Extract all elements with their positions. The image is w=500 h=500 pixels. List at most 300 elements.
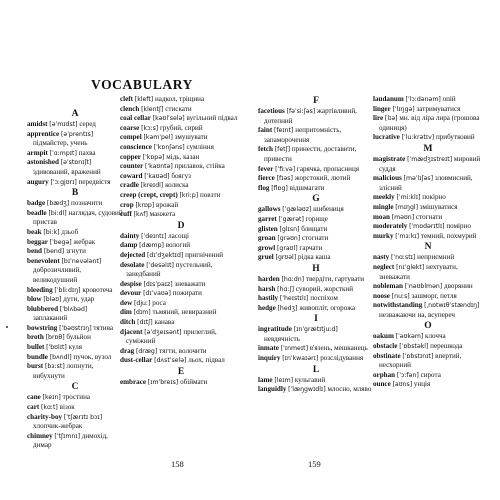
dictionary-entry (27, 209, 123, 228)
headword: broth (27, 333, 44, 342)
section-letter: I (314, 314, 318, 325)
headword: chimney (27, 431, 53, 440)
dictionary-entry (258, 174, 374, 184)
headword: ingratitude (258, 325, 292, 334)
translation: прилеглий, суміжний (126, 327, 217, 346)
dictionary-entry (120, 201, 242, 211)
translation: прибутковий (435, 133, 475, 142)
transcription: [kɔːs] (141, 124, 159, 132)
headword: bundle (27, 352, 48, 361)
headword: moderately (373, 222, 408, 231)
transcription: [ɪnˈgrætɪtjuːd] (293, 326, 338, 334)
translation: млосно, мляво (327, 385, 372, 394)
transcription: [ˈlæŋgwɪdlɪ] (288, 386, 326, 394)
translation: манжета (149, 210, 176, 219)
headword: creep (crept, crept) (120, 190, 178, 199)
transcription: [biːk] (43, 228, 60, 236)
translation: унція (413, 380, 431, 389)
dictionary-entry (27, 130, 123, 149)
transcription: [glɪsn] (279, 225, 300, 233)
translation: серед (79, 120, 96, 128)
dictionary-entry (373, 203, 483, 213)
section-letter: A (71, 109, 79, 119)
dictionary-entry (27, 432, 123, 451)
headword: dust-cellar (120, 356, 153, 365)
transcription: [ˈɒbstəkl] (399, 343, 429, 351)
headword: apprentice (27, 129, 60, 138)
dictionary-entry (120, 289, 242, 299)
translation: тьмяний, невиразний (152, 308, 217, 317)
translation: мн. від ліра лира (грошова одиниця) (379, 114, 480, 132)
translation: зловмисний, злісний (379, 174, 473, 192)
translation: кульгавий (294, 375, 326, 384)
dictionary-entry (120, 181, 242, 191)
dictionary-entry (120, 114, 242, 124)
translation: пригнічений (185, 250, 224, 259)
headword: oakum (373, 332, 394, 341)
dictionary-entry (120, 308, 242, 318)
transcription: [djuː] (134, 299, 151, 307)
dictionary-entry (258, 205, 374, 215)
translation: тягти, волочити (159, 346, 207, 355)
transcription: [fetʃ] (274, 146, 291, 154)
headword: coal cellar (120, 114, 151, 123)
translation: куля (68, 343, 83, 352)
translation: стогнати (302, 234, 329, 243)
dictionary-entry (258, 126, 374, 145)
headword: facetious (258, 107, 285, 115)
transcription: [əˈstɒnɪʃt] (60, 159, 92, 167)
headword: dejected (120, 250, 146, 259)
transcription: [ˈkaʊəd] (144, 172, 170, 180)
transcription: [ˈluːkrətɪv] (401, 134, 435, 142)
page-number-left: 158 (171, 459, 184, 469)
translation: тростина (62, 393, 91, 402)
dictionary-entry (258, 385, 374, 395)
transcription: [ˈmɜːkɪ] (395, 232, 420, 240)
headword: lucrative (373, 133, 400, 142)
headword: crop (120, 200, 134, 209)
transcription: [bləʊ] (43, 296, 62, 304)
transcription: [kəmˈpel] (143, 134, 173, 142)
headword: coarse (120, 123, 140, 132)
transcription: [ˈblʌbəd] (59, 305, 88, 313)
transcription: [grʊəl] (275, 254, 297, 262)
headword: mingle (373, 202, 394, 211)
dictionary-entry (258, 304, 374, 314)
headword: beggar (27, 237, 48, 246)
dictionary-entry (373, 95, 483, 105)
translation: грубий, сирий (160, 123, 203, 132)
translation: стогнати (415, 212, 443, 221)
transcription: [kriːp] (179, 191, 199, 199)
dictionary-entry (27, 120, 123, 130)
translation: заплаканий (33, 314, 68, 323)
dictionary-entry (120, 133, 242, 143)
transcription: [ˈgærət] (278, 215, 304, 223)
dictionary-entry (27, 305, 123, 324)
headword: armpit (27, 148, 48, 157)
translation: опій (442, 95, 456, 103)
translation: зневажати (174, 279, 206, 288)
translation: непритомність, запаморочення (264, 126, 342, 144)
headword: charity-boy (27, 412, 63, 421)
headword: counter (120, 162, 144, 171)
headword: desolate (120, 260, 145, 269)
dictionary-entry (373, 342, 483, 352)
translation: візок (59, 403, 75, 412)
dictionary-entry (373, 263, 483, 282)
section-letter: H (312, 263, 320, 274)
dictionary-entry (120, 261, 242, 280)
dictionary-entry (258, 354, 374, 364)
transcription: [leɪm] (274, 376, 294, 384)
headword: harden (258, 274, 280, 283)
headword: despise (120, 279, 142, 288)
translation: димохід, димар (33, 431, 108, 450)
transcription: [ˈkaʊntə] (145, 163, 173, 171)
section-letter: B (71, 188, 79, 199)
dictionary-entry (120, 356, 242, 366)
translation: здивований, вражений (33, 167, 101, 176)
transcription: [ɪmˈbreɪs] (147, 379, 179, 387)
translation: змішуватися (419, 202, 458, 211)
vocabulary-heading: VOCABULARY (91, 77, 194, 92)
headword: badge (27, 199, 46, 208)
translation: клочча (425, 332, 446, 341)
dictionary-entry (258, 234, 374, 244)
headword: hedge (258, 303, 276, 312)
dictionary-entry (373, 253, 483, 263)
translation: покірно (422, 193, 446, 202)
dictionary-entry (120, 280, 242, 290)
dictionary-entry (27, 199, 123, 209)
headword: devour (120, 289, 142, 298)
transcription: [keɪn] (42, 394, 61, 402)
dictionary-entry (27, 247, 123, 257)
transcription: [dɪˈdʒektɪd] (147, 251, 184, 259)
transcription: [məˈlɪʃəs] (403, 175, 434, 183)
dictionary-entry (120, 191, 242, 201)
translation: дворянин (444, 282, 473, 291)
dictionary-entry (258, 145, 374, 164)
transcription: [ˈtʃærɪtɪ bɔɪ] (63, 413, 103, 421)
translation: твердіти, гартувати (305, 274, 365, 283)
transcription: [krɒp] (135, 201, 155, 209)
transcription: [hedʒ] (277, 304, 298, 312)
headword: fierce (258, 174, 275, 183)
headword: fetch (258, 145, 273, 154)
section-letter: D (177, 220, 185, 231)
headword: conscience (120, 142, 152, 151)
page-number-right: 159 (308, 459, 321, 469)
translation: пахва (78, 148, 96, 157)
headword: meekly (373, 193, 395, 202)
column-c (258, 95, 374, 395)
transcription: [ˈɪnmeɪt] (280, 345, 308, 353)
headword: embrace (120, 378, 146, 387)
dictionary-entry (258, 376, 374, 386)
dictionary-entry (120, 124, 242, 134)
headword: glisten (258, 224, 278, 233)
headword: languidly (258, 385, 287, 394)
headword: obstacle (373, 342, 398, 351)
section-letter: N (424, 242, 432, 253)
headword: magistrate (373, 154, 406, 163)
translation: поспіхом (310, 294, 338, 303)
dictionary-entry (373, 133, 483, 143)
transcription: [bɪˈnevələnt] (61, 257, 102, 265)
headword: notwithstanding (373, 301, 423, 310)
translation: надкол, тріщина (155, 95, 205, 103)
headword: bowstring (27, 323, 58, 332)
headword: cart (27, 403, 40, 412)
transcription: [kleft] (134, 96, 154, 103)
headword: djacent (120, 327, 143, 336)
headword: groan (258, 234, 276, 243)
dictionary-entry (27, 295, 123, 305)
dictionary-entry (258, 285, 374, 295)
translation: впертий, несхорний (379, 351, 462, 370)
headword: gruel (258, 253, 274, 262)
transcription: [ˈɔːfən] (396, 371, 419, 379)
section-letter: G (312, 194, 320, 205)
translation: доброзичливий, великодушний (33, 266, 82, 284)
translation: відшмагати (289, 183, 325, 192)
headword: harsh (258, 284, 276, 293)
dictionary-entry (27, 413, 123, 432)
transcription: [ˈgæləʊz] (282, 206, 312, 214)
transcription: [nuːs] (391, 292, 410, 300)
dictionary-entry (258, 325, 374, 344)
headword: cane (27, 393, 41, 402)
translation: жорстокий, лютий (294, 174, 351, 183)
dictionary-entry (27, 343, 123, 353)
transcription: [ˈtʃɪmnɪ] (54, 432, 80, 440)
dictionary-entry (120, 232, 242, 242)
headword: malicious (373, 174, 402, 183)
dictionary-entry (258, 253, 374, 263)
transcription: [ˈkɒpə] (142, 153, 165, 161)
transcription: [ˈdeɪntɪ] (141, 232, 167, 240)
headword: nasty (373, 253, 390, 262)
transcription: [dʌstˈselə] (154, 357, 187, 365)
transcription: [ˈmædʒɪstreɪt] (407, 155, 453, 163)
dictionary-entry (373, 301, 483, 320)
translation: прилавок, стійка (174, 162, 225, 171)
headword: linger (373, 104, 391, 113)
dictionary-entry (373, 371, 483, 381)
translation: зашморг, петля (411, 291, 457, 300)
translation: розслідування (320, 354, 364, 363)
transcription: [graʊl] (277, 244, 298, 252)
translation: змушувати (174, 133, 208, 142)
transcription: [ˈmɒdərɪtlɪ] (409, 223, 445, 231)
transcription: [ɪnˈkwaɪərɪ] (282, 355, 319, 363)
headword: nobleman (373, 282, 403, 291)
dictionary-entry (258, 225, 374, 235)
headword: bullet (27, 343, 45, 352)
dictionary-entry (120, 162, 242, 172)
translation: помірно (446, 222, 471, 231)
translation: згнути (65, 247, 86, 256)
transcription: [dræg] (135, 347, 158, 355)
column-b (120, 95, 242, 388)
headword: faint (258, 126, 273, 135)
transcription: [kɑːt] (41, 404, 58, 412)
dictionary-entry (27, 362, 123, 381)
dictionary-entry (373, 174, 483, 193)
transcription: [ˈɒbstɪnɪt] (402, 352, 434, 360)
dictionary-entry (27, 353, 123, 363)
dictionary-entry (120, 299, 242, 309)
headword: blow (27, 295, 42, 304)
translation: стискати (165, 104, 192, 113)
headword: noose (373, 291, 390, 300)
translation: рідка каша (297, 253, 331, 262)
translation: вугільний підвал (186, 114, 238, 123)
dictionary-entry (27, 149, 123, 159)
translation: блищати (301, 224, 328, 233)
headword: amidst (27, 120, 48, 128)
dictionary-entry (120, 318, 242, 328)
translation: бульйон (66, 333, 91, 342)
transcription: [ˈkɒnʃəns] (153, 143, 185, 151)
transcription: [bædʒ] (46, 200, 70, 208)
dictionary-entry (27, 393, 123, 403)
transcription: [ˈlɔːdənəm] (405, 96, 441, 103)
translation: темний, похмурий (420, 231, 477, 240)
headword: neglect (373, 262, 395, 271)
translation: дути, удар (63, 295, 95, 304)
headword: clench (120, 104, 140, 113)
translation: лопнути, вибухнути (33, 362, 94, 380)
translation: повзти (199, 190, 221, 199)
translation: передвістя (78, 177, 111, 186)
translation: невдячність (264, 334, 300, 343)
section-letter: C (71, 382, 79, 393)
headword: benevolent (27, 256, 60, 265)
transcription: [aʊns] (392, 381, 413, 389)
transcription: [ˈnɑːstɪ] (390, 254, 416, 262)
translation: ласощі (168, 231, 189, 240)
transcription: [flɒg] (271, 184, 288, 192)
transcription: [biːdl] (48, 209, 67, 217)
transcription: [brɒθ] (45, 334, 65, 342)
transcription: [dɪˈvaʊə] (143, 290, 171, 298)
dictionary-entry (258, 184, 374, 194)
transcription: [ˈnəʊblmən] (404, 283, 443, 291)
headword: laudanum (373, 95, 404, 103)
transcription: [bɜːst] (44, 363, 65, 371)
translation: обіймати (180, 378, 208, 387)
transcription: [dɪtʃ] (137, 319, 153, 327)
transcription: [dɪm] (133, 309, 151, 317)
translation: суворий, жорсткий (295, 284, 354, 293)
transcription: [hɑːdn] (281, 275, 305, 283)
transcription: [ˈbəʊstrɪŋ] (59, 324, 92, 332)
headword: dainty (120, 231, 140, 240)
dictionary-entry (373, 105, 483, 115)
headword: cradle (120, 181, 139, 190)
transcription: [hɑːʃ] (277, 285, 294, 293)
translation: жебрак (73, 237, 96, 246)
translation: колиска (165, 181, 189, 190)
headword: dim (120, 308, 132, 317)
dictionary-entry (373, 352, 483, 371)
transcription: [ˈlɪŋgə] (392, 105, 415, 113)
section-letter: E (177, 367, 185, 378)
dictionary-entry (258, 294, 374, 304)
headword: ditch (120, 318, 136, 327)
transcription: [lɪə] (384, 115, 398, 123)
dictionary-entry (27, 158, 123, 177)
translation: затримуватися (416, 104, 461, 113)
dictionary-entry (258, 275, 374, 285)
translation: канава (154, 318, 175, 327)
dictionary-entry (27, 403, 123, 413)
column-d (373, 95, 483, 390)
translation: врожай (156, 200, 179, 209)
transcription: [dæmp] (139, 242, 164, 250)
dictionary-entry (120, 105, 242, 115)
translation: наглядач, судовий пристав (33, 208, 123, 227)
transcription: [dɪsˈpaɪz] (143, 280, 173, 288)
headword: cuff (120, 210, 132, 219)
headword: bleeding (27, 285, 53, 294)
transcription: [ˈəʊkəm] (395, 333, 424, 341)
headword: hastily (258, 294, 279, 303)
headword: blubbered (27, 304, 59, 313)
transcription: [klentʃ] (141, 105, 164, 113)
transcription: [məʊn] (391, 213, 415, 221)
headword: burst (27, 362, 44, 371)
dictionary-entry (27, 286, 123, 296)
transcription: [bend] (43, 248, 65, 256)
dictionary-entry (120, 328, 242, 347)
transcription: [ˈɑːmpɪt] (49, 149, 77, 157)
dictionary-entry (373, 380, 483, 390)
section-letter: O (424, 321, 432, 332)
translation: пучок, вузол (73, 352, 112, 361)
dictionary-entry (27, 228, 123, 238)
column-a (27, 108, 123, 451)
transcription: [ˈheɪstɪlɪ] (279, 295, 309, 303)
dictionary-entry (373, 332, 483, 342)
dictionary-entry (373, 114, 483, 133)
dictionary-entry (373, 282, 483, 292)
translation: пустельний, занедбаний (126, 260, 213, 279)
translation: боягуз (171, 171, 191, 180)
headword: inquiry (258, 354, 281, 363)
headword: bend (27, 247, 42, 256)
headword: beak (27, 227, 42, 236)
transcription: [ˈfiːvə] (275, 165, 296, 173)
translation: шибениця (313, 205, 344, 214)
dictionary-entry (373, 292, 483, 302)
headword: drag (120, 346, 135, 355)
transcription: [kəʊlˈselə] (152, 115, 185, 123)
translation: позначити (71, 199, 103, 208)
translation: принести, доставити, привести (264, 145, 357, 163)
dictionary-entry (258, 215, 374, 225)
transcription: [ˈbʊlɪt] (46, 344, 67, 352)
headword: growl (258, 243, 276, 252)
dictionary-entry (27, 238, 123, 248)
transcription: [ˈdesəlɪt] (146, 261, 174, 269)
dictionary-entry (258, 244, 374, 254)
dictionary-entry (373, 222, 483, 232)
